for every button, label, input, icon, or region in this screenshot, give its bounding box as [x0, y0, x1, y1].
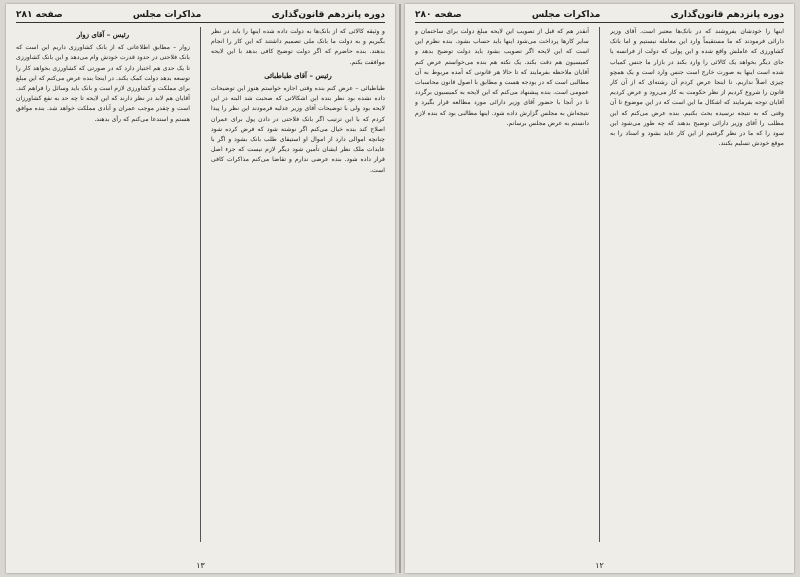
right-page-columns: [415, 27, 784, 542]
left-page-number: ۱۳: [196, 561, 205, 570]
speaker-heading: رئیس – آقای طباطبائی: [264, 70, 332, 80]
column-divider: [599, 27, 600, 542]
column-divider: [200, 27, 201, 542]
right-header-page: صفحه ۲۸۰: [415, 10, 462, 20]
right-column-1: [610, 27, 784, 542]
left-column-1: [211, 27, 385, 542]
right-column-1-text: اینها را خودشان بفروشند که در بانک‌ها معتبر است. آقای وزیر دارائی فرمودند که ما مستقیماً وارد این معامله نیستیم و اما بانک کشاورزی که عاملش واقع شده و این پولی که دولت از فرانسه یا جای دیگر بخواهد یک کالائی را وارد بکند در بازار ما جنس کمیاب شده است اینها به صورت خارج است جنس وارد است و یک همچو چیزی اصلاً نداریم. تا اینجا عرض کردم آن رشته‌ای که از آن کار قانون را شروع کردیم از نظر حکومت به کار می‌رود و عرض کردیم آقایان توجه بفرمایند که اشکال ما این است که در این موضوع تا آن وقتی که به نتیجه نرسیده بحث بکنیم. بنده عرض می‌کنم که این مطلب را آقای وزیر دارائی توضیح بدهند که چه طور می‌شود این سود را که ما در نظر گرفتیم از این کار عاید بشود و اسناد را به موقع خودش تسلیم بکنند.: [610, 28, 784, 148]
left-page-columns: [16, 27, 385, 542]
left-column-2-body: زوار – مطابق اطلاعاتی که از بانک کشاورزی داریم این است که بانک فلاحتی در حدود قدرت خودش وام می‌دهد و این بانک کشاورزی تا یک حدی هم اختیار دارد که در صورتی که کشاورزی بخواهد کار را توسعه بدهد دولت کمک بکند. در اینجا بنده عرض می‌کنم که این مبلغ برای مملکت و کشاورزی لازم است و بانک باید وسائل را فراهم کند. آقایان هم لابد در نظر دارند که این لایحه تا چه حد به نفع کشاورزان است و چقدر موجب عمران و آبادی مملکت خواهد شد. بنده موافق هستم و استدعا می‌کنم که رأی بدهند.: [16, 44, 190, 123]
left-column-1-intro: و وثیقه کالائی که از بانک‌ها به دولت داده شده اینها را باید در نظر بگیریم و به دولت ما بانک ملی تصمیم داشتند که این کار را انجام بدهند. بنده حاضرم که اگر دولت توضیح کافی بدهد با این لایحه موافقت بکنم.: [211, 28, 385, 66]
left-header-page: صفحه ۲۸۱: [16, 10, 63, 20]
speaker-heading: رئیس – آقای زوار: [76, 30, 130, 39]
left-header-title: مذاکرات مجلس: [132, 10, 202, 20]
left-page-header: [16, 10, 385, 23]
right-column-2-text: آنقدر هم که قبل از تصویب این لایحه مبلغ دولت برای ساختمان و سایر کارها پرداخت می‌شود اینها باید حساب بشود. بنده نظرم این است که این لایحه اگر تصویب بشود باید دولت توضیح بدهد و کمیسیون هم دقت بکند. یک نکته هم بنده می‌خواستم عرض کنم آقایان ملاحظه بفرمایند که تا حالا هر قانونی که آمده مربوط به آن مطالبی است که در بودجه هست و مطابق با اصول قانون محاسبات عمومی است. بنده پیشنهاد می‌کنم که این لایحه به کمیسیون برگردد تا در آنجا با حضور آقای وزیر دارائی مورد مطالعه قرار بگیرد و نتیجه‌اش به مجلس گزارش داده شود. اینها مطالبی بود که بنده لازم دانستم به عرض مجلس برسانم.: [415, 28, 589, 127]
right-header-title: مذاکرات مجلس: [531, 10, 601, 20]
right-column-2: [415, 27, 589, 542]
left-column-1-body: طباطبائی – عرض کنم بنده وقتی اجازه خواستم هنوز این توضیحات داده نشده بود نظر بنده این اشکالاتی که صحبت شد البته در این لایحه بود ولی با توضیحات آقای وزیر عدلیه فرمودند این نظر را پیدا کردم که با این ترتیب اگر بانک فلاحتی در دادن پول برای عمران اصلاح کند بنده خیال می‌کنم اگر نوشته شود که فرض کرده شود چنانچه اموالی دارد از اموال او استیفای طلب بانک بشود و اگر با عایدات ملک نظر ایشان تأمین شود دیگر لازم نیست که جزء اصل قرار داده شود. بنده عرضی ندارم و تقاضا می‌کنم مذاکرات کافی است.: [211, 85, 385, 174]
right-header-session: دوره پانزدهم قانون‌گذاری: [670, 10, 784, 20]
left-column-2: [16, 27, 190, 542]
left-header-session: دوره پانزدهم قانون‌گذاری: [271, 10, 385, 20]
left-page: [6, 4, 395, 573]
right-page: [405, 4, 794, 573]
document-spread: [6, 4, 794, 573]
right-page-number: ۱۲: [595, 561, 604, 570]
right-page-header: [415, 10, 784, 23]
